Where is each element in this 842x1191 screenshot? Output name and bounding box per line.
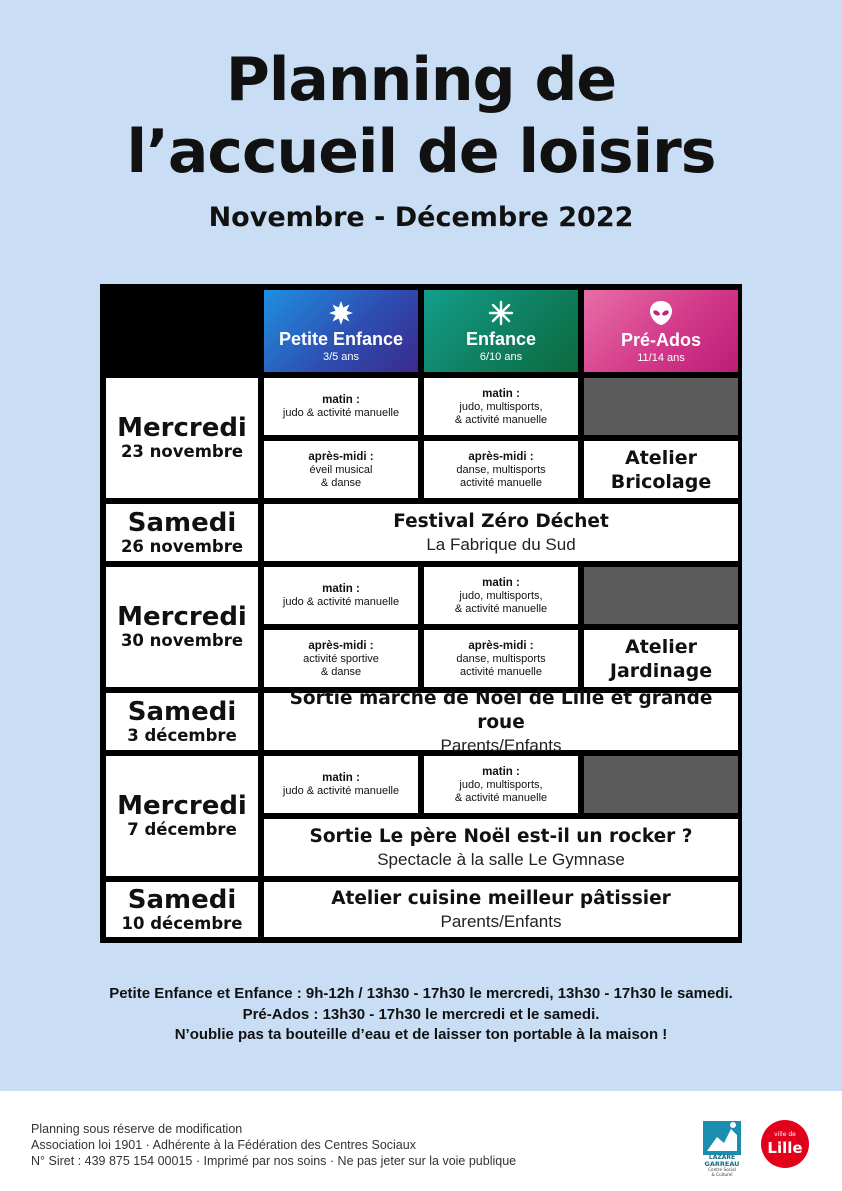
- event-cell: [264, 819, 738, 876]
- logo-text: LAZARE: [708, 1154, 736, 1161]
- slot-pe-morning: [264, 378, 418, 435]
- page-title: [0, 44, 842, 188]
- header-pre-ados: [584, 290, 738, 372]
- logo-text: GARREAU: [704, 1160, 740, 1168]
- slot-text: activité manuelle: [460, 476, 542, 489]
- star-burst-icon: [328, 300, 354, 326]
- slot-pe-afternoon: [264, 441, 418, 498]
- slot-text: & activité manuelle: [454, 602, 548, 615]
- day-date: 30 novembre: [120, 631, 244, 650]
- activity-title: Atelier: [625, 635, 697, 658]
- slot-empty: [584, 756, 738, 813]
- slot-label: matin :: [322, 772, 360, 784]
- slot-text: judo & activité manuelle: [282, 596, 400, 608]
- ville-de-lille-logo: [760, 1119, 810, 1169]
- group-name: Pré-Ados: [620, 329, 701, 350]
- day-date: 23 novembre: [120, 442, 244, 461]
- slot-pa-afternoon: [584, 630, 738, 687]
- activity-title: Bricolage: [610, 470, 712, 493]
- slot-label: matin :: [482, 576, 520, 589]
- slot-text: danse, multisports: [456, 463, 546, 476]
- activity-title: Atelier: [625, 446, 697, 469]
- footer-text: [31, 1121, 516, 1169]
- slot-text: & danse: [320, 665, 362, 678]
- slot-label: après-midi :: [468, 639, 534, 652]
- event-title: Sortie marché de Noël de Lille et grande roue: [289, 687, 713, 733]
- logo-text: & Culturel: [711, 1172, 733, 1177]
- slot-label: matin :: [322, 394, 360, 406]
- group-name: Enfance: [465, 328, 537, 349]
- day-name: Samedi: [127, 696, 237, 727]
- day-date: 26 novembre: [120, 536, 244, 556]
- group-age: 3/5 ans: [322, 350, 360, 363]
- day-cell: [106, 504, 258, 561]
- event-title: Sortie Le père Noël est-il un rocker ?: [309, 825, 693, 847]
- slot-label: matin :: [322, 583, 360, 595]
- sparkle-icon: [488, 300, 514, 326]
- lazare-garreau-logo: [697, 1115, 747, 1177]
- info-line: Pré-Ados : 13h30 - 17h30 le mercredi et le samedi.: [242, 1005, 600, 1023]
- slot-label: matin :: [482, 387, 520, 400]
- day-name: Samedi: [127, 884, 237, 915]
- footer-line: N° Siret : 439 875 154 00015 · Imprimé par nos soins · Ne pas jeter sur la voie publique: [31, 1154, 517, 1168]
- page-subtitle: Novembre - Décembre 2022: [208, 202, 634, 233]
- slot-label: après-midi :: [468, 450, 534, 463]
- info-line: Petite Enfance et Enfance : 9h-12h / 13h30 - 17h30 le mercredi, 13h30 - 17h30 le samedi.: [109, 985, 733, 1002]
- footer: [0, 1091, 842, 1191]
- event-cell: [264, 882, 738, 937]
- slot-text: judo & activité manuelle: [282, 785, 400, 797]
- day-cell: [106, 756, 258, 876]
- title-line-1: Planning de: [225, 45, 617, 115]
- slot-text: activité sportive: [303, 652, 379, 665]
- info-line: N’oublie pas ta bouteille d’eau et de laisser ton portable à la maison !: [174, 1026, 668, 1043]
- event-subtitle: Spectacle à la salle Le Gymnase: [377, 849, 625, 869]
- slot-enf-morning: [424, 756, 578, 813]
- slot-enf-afternoon: [424, 441, 578, 498]
- day-cell: [106, 567, 258, 687]
- slot-text: & danse: [320, 476, 362, 489]
- slot-text: éveil musical: [309, 463, 373, 476]
- footer-line: Planning sous réserve de modification: [31, 1122, 243, 1136]
- slot-enf-morning: [424, 378, 578, 435]
- slot-label: après-midi :: [308, 639, 374, 652]
- event-subtitle: Parents/Enfants: [440, 911, 562, 931]
- title-line-2: l’accueil de loisirs: [126, 117, 716, 187]
- day-name: Samedi: [127, 507, 237, 538]
- slot-text: judo, multisports,: [459, 778, 543, 791]
- slot-text: & activité manuelle: [454, 791, 548, 804]
- day-name: Mercredi: [117, 413, 247, 443]
- slot-pe-afternoon: [264, 630, 418, 687]
- slot-empty: [584, 567, 738, 624]
- group-age: 11/14 ans: [637, 351, 685, 364]
- slot-text: judo, multisports,: [459, 400, 543, 413]
- day-date: 10 décembre: [121, 913, 243, 933]
- schedule-table: [100, 284, 742, 943]
- header-petite-enfance: [264, 290, 418, 372]
- day-cell: [106, 882, 258, 937]
- slot-enf-afternoon: [424, 630, 578, 687]
- event-title: Festival Zéro Déchet: [393, 510, 609, 532]
- activity-title: Jardinage: [609, 659, 713, 682]
- logo-text: ville de: [774, 1131, 796, 1138]
- header-enfance: [424, 290, 578, 372]
- slot-label: matin :: [482, 765, 520, 778]
- slot-text: danse, multisports: [456, 652, 546, 665]
- slot-text: judo & activité manuelle: [282, 407, 400, 419]
- day-date: 3 décembre: [127, 725, 237, 745]
- event-subtitle: La Fabrique du Sud: [426, 534, 576, 554]
- info-block: [0, 984, 842, 1046]
- slot-text: & activité manuelle: [454, 413, 548, 426]
- day-cell: [106, 693, 258, 750]
- footer-line: Association loi 1901 · Adhérente à la Fédération des Centres Sociaux: [31, 1138, 416, 1152]
- logo-text: Lille: [767, 1139, 803, 1157]
- event-cell: [264, 687, 738, 755]
- slot-text: judo, multisports,: [459, 589, 543, 602]
- day-name: Mercredi: [117, 602, 247, 632]
- event-cell: [264, 504, 738, 561]
- day-name: Mercredi: [117, 791, 247, 821]
- slot-pa-afternoon: [584, 441, 738, 498]
- event-title: Atelier cuisine meilleur pâtissier: [331, 887, 671, 909]
- slot-pe-morning: [264, 567, 418, 624]
- slot-label: après-midi :: [308, 450, 374, 463]
- slot-text: activité manuelle: [460, 665, 542, 678]
- slot-empty: [584, 378, 738, 435]
- group-age: 6/10 ans: [479, 350, 523, 363]
- logo-text: Centre Social: [708, 1167, 736, 1172]
- slot-pe-morning: [264, 756, 418, 813]
- slot-enf-morning: [424, 567, 578, 624]
- group-name: Petite Enfance: [278, 328, 404, 349]
- alien-icon: [647, 299, 675, 327]
- day-cell: [106, 378, 258, 498]
- day-date: 7 décembre: [127, 820, 237, 839]
- event-subtitle: Parents/Enfants: [440, 735, 562, 755]
